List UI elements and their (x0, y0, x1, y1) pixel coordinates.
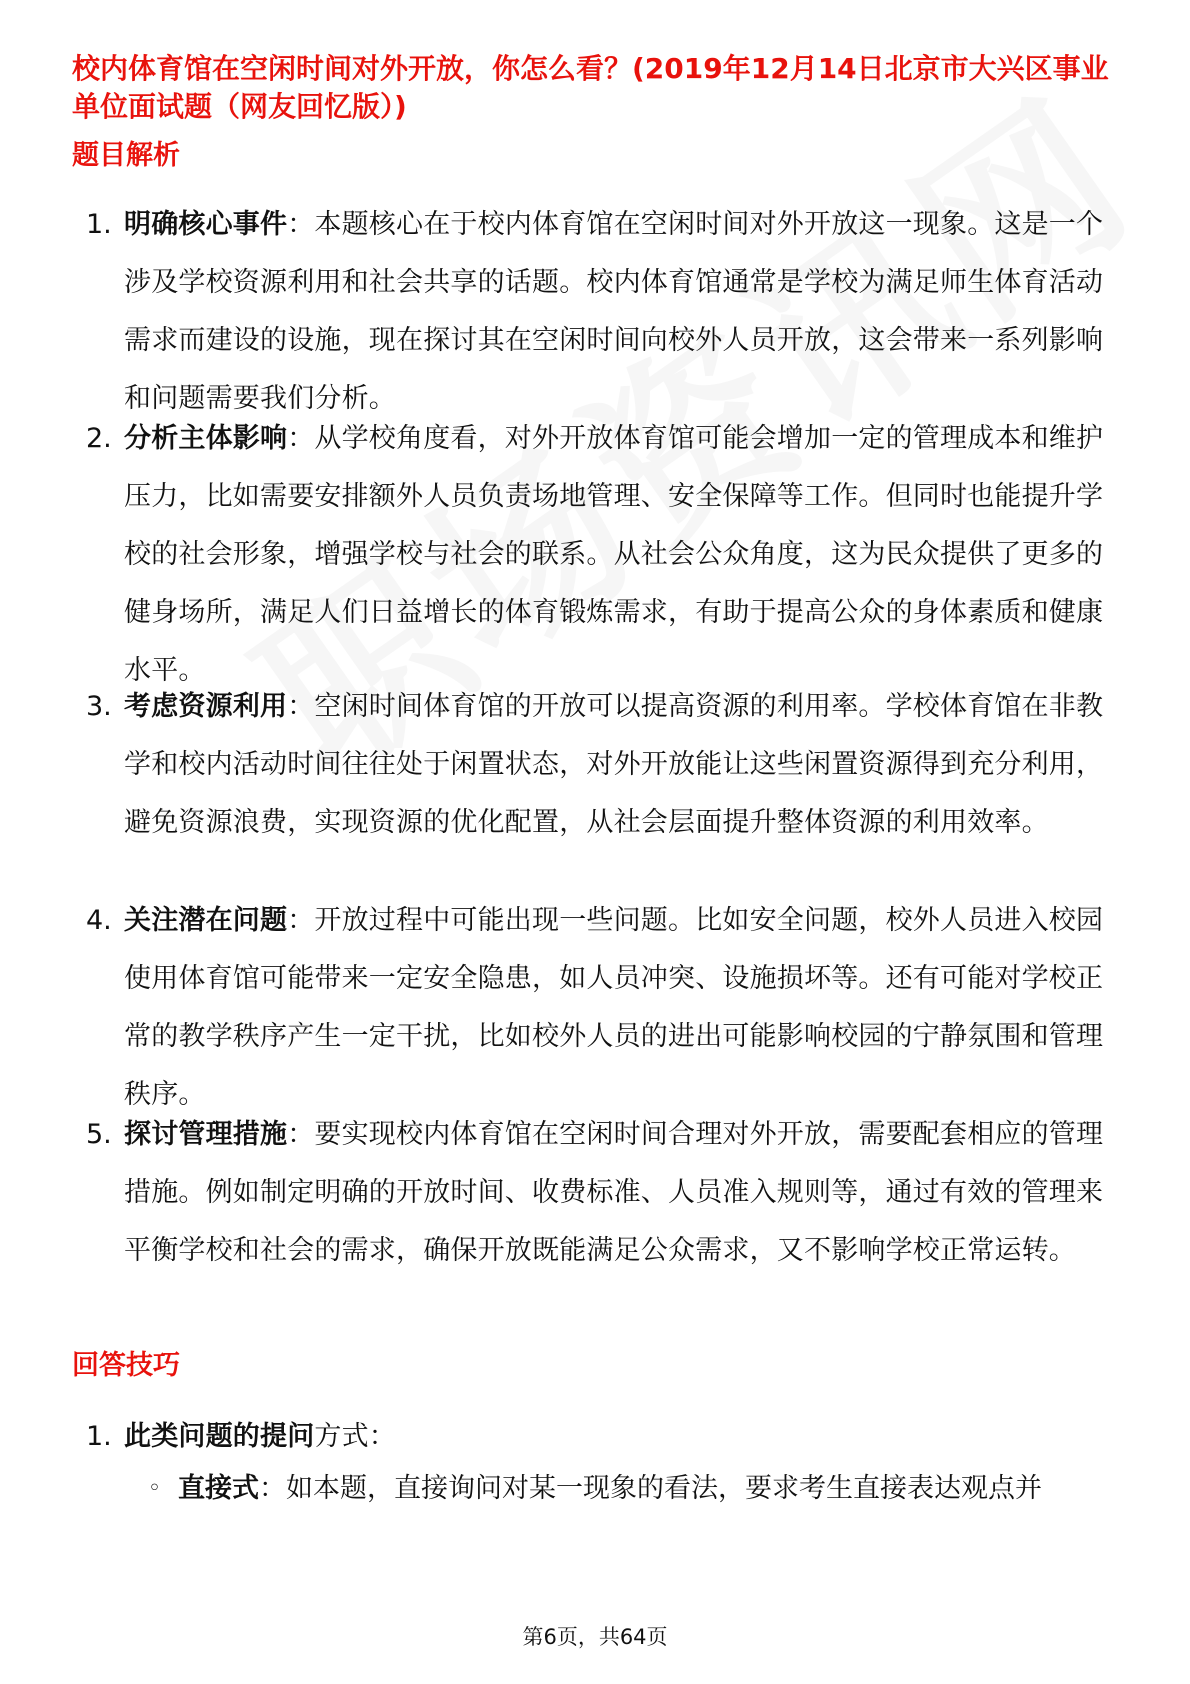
section-heading-analysis: 题目解析 (72, 140, 180, 171)
list-number: 2. (86, 423, 112, 454)
list-body: ：开放过程中可能出现一些问题。比如安全问题，校外人员进入校园使用体育馆可能带来一定安全隐患，如人员冲突、设施损坏等。还有可能对学校正常的教学秩序产生一定干扰，比如校外人员的进出可能影响校园的宁静氛围和管理秩序。 (124, 905, 1104, 1110)
list-text (124, 410, 1124, 700)
sub-list-body: ：如本题，直接询问对某一现象的看法，要求考生直接表达观点并 (259, 1473, 1042, 1504)
list-body: 方式： (314, 1421, 397, 1452)
list-term: 考虑资源利用 (124, 691, 288, 722)
list-item (72, 892, 1132, 1124)
section-heading-tips: 回答技巧 (72, 1350, 180, 1381)
list-number: 5. (86, 1119, 112, 1150)
list-term: 关注潜在问题 (124, 905, 288, 936)
sub-list-item (148, 1460, 1128, 1518)
list-item (72, 1408, 1132, 1466)
list-text (124, 196, 1124, 428)
sub-list-text (178, 1460, 1128, 1518)
list-text (124, 1106, 1124, 1280)
list-term: 明确核心事件 (124, 209, 288, 240)
list-number: 1. (86, 209, 112, 240)
list-item (72, 1106, 1132, 1280)
list-item (72, 678, 1132, 852)
page-footer: 第6页，共64页 (522, 1625, 668, 1649)
list-term: 探讨管理措施 (124, 1119, 288, 1150)
list-number: 4. (86, 905, 112, 936)
list-term: 此类问题的提问 (124, 1421, 315, 1452)
list-number: 1. (86, 1421, 112, 1452)
list-number: 3. (86, 691, 112, 722)
page-title: 校内体育馆在空闲时间对外开放，你怎么看？(2019年12月14日北京市大兴区事业单位面试题（网友回忆版）) (72, 52, 1109, 123)
list-item (72, 410, 1132, 700)
list-text (124, 1408, 1124, 1466)
list-body: ：从学校角度看，对外开放体育馆可能会增加一定的管理成本和维护压力，比如需要安排额外人员负责场地管理、安全保障等工作。但同时也能提升学校的社会形象，增强学校与社会的联系。从社会公众角度，这为民众提供了更多的健身场所，满足人们日益增长的体育锻炼需求，有助于提高公众的身体素质和健康水平。 (124, 423, 1104, 686)
list-body: ：本题核心在于校内体育馆在空闲时间对外开放这一现象。这是一个涉及学校资源利用和社会共享的话题。校内体育馆通常是学校为满足师生体育活动需求而建设的设施，现在探讨其在空闲时间向校外人员开放，这会带来一系列影响和问题需要我们分析。 (124, 209, 1104, 414)
list-text (124, 678, 1124, 852)
list-body: ：要实现校内体育馆在空闲时间合理对外开放，需要配套相应的管理措施。例如制定明确的开放时间、收费标准、人员准入规则等，通过有效的管理来平衡学校和社会的需求，确保开放既能满足公众需求，又不影响学校正常运转。 (124, 1119, 1104, 1266)
bullet-circle-icon: ◦ (148, 1476, 161, 1501)
list-body: ：空闲时间体育馆的开放可以提高资源的利用率。学校体育馆在非教学和校内活动时间往往处于闲置状态，对外开放能让这些闲置资源得到充分利用，避免资源浪费，实现资源的优化配置，从社会层面提升整体资源的利用效率。 (124, 691, 1104, 838)
list-term: 分析主体影响 (124, 423, 288, 454)
sub-list-term: 直接式 (178, 1473, 259, 1504)
list-text (124, 892, 1124, 1124)
list-item (72, 196, 1132, 428)
